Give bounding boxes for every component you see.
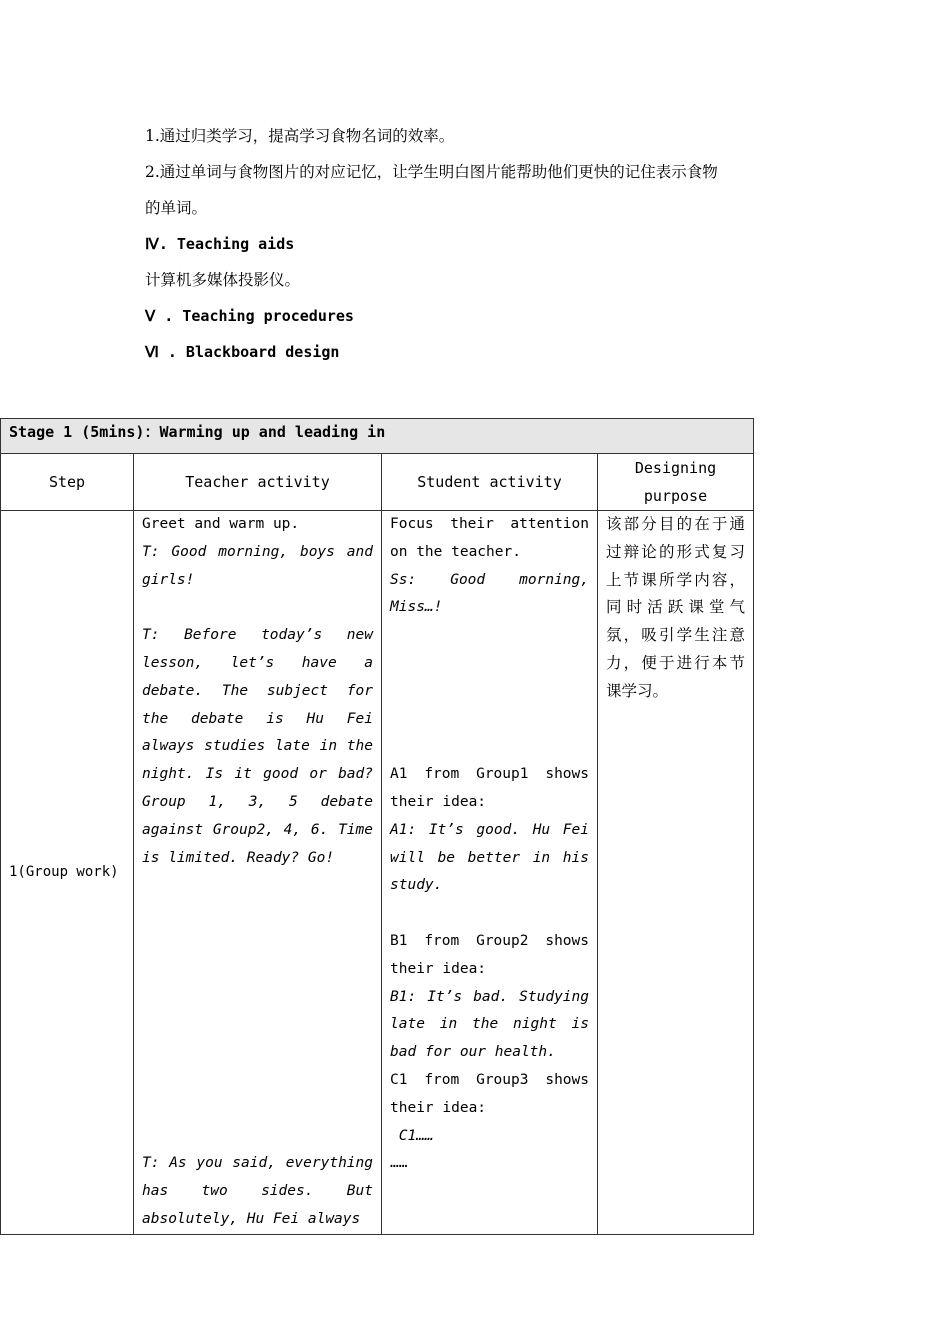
- teacher-text-4: T: As you said, everything has two sides. But absolutely, Hu Fei always: [142, 1155, 373, 1227]
- student-text-4: A1: It’s good. Hu Fei will be better in his study.: [390, 821, 589, 894]
- header-designing-purpose: [598, 454, 754, 511]
- student-text-3: A1 from Group1 shows their idea:: [390, 766, 589, 810]
- step-label: 1(Group work): [1, 511, 134, 1235]
- student-text-1: Focus their attention on the teacher.: [390, 516, 589, 560]
- designing-purpose-cell: 该部分目的在于通过辩论的形式复习上节课所学内容，同时活跃课堂气氛，吸引学生注意力，便于进行本节课学习。: [598, 511, 754, 1235]
- student-text-9: ……: [390, 1155, 408, 1172]
- lesson-procedure-table: [0, 418, 754, 1235]
- section-heading-blackboard-design: Ⅵ . Blackboard design: [145, 343, 340, 361]
- teacher-text-1: Greet and warm up.: [142, 516, 300, 532]
- header-teacher-activity: Teacher activity: [134, 454, 382, 511]
- teacher-text-3: T: Before today’s new lesson, let’s have a debate. The subject for the debate is Hu Fei always studies late in the night. Is it good or bad? Group 1, 3, 5 debate against Group2, 4, 6. Time is limited. Ready? Go!: [142, 627, 373, 866]
- stage-title: Stage 1 (5mins)：Warming up and leading in: [1, 419, 754, 454]
- student-text-7: C1 from Group3 shows their idea:: [390, 1071, 589, 1116]
- intro-line-1: 1.通过归类学习，提高学习食物名词的效率。: [145, 127, 455, 145]
- student-text-6: B1: It’s bad. Studying late in the night is bad for our health.: [390, 988, 589, 1061]
- section-heading-teaching-aids: Ⅳ. Teaching aids: [145, 235, 295, 253]
- student-text-5: B1 from Group2 shows their idea:: [390, 932, 589, 977]
- table-row: [1, 511, 754, 1235]
- header-purpose-line-2: purpose: [643, 487, 708, 505]
- teacher-text-2: T: Good morning, boys and girls!: [142, 543, 373, 588]
- intro-line-2: 2.通过单词与食物图片的对应记忆，让学生明白图片能帮助他们更快的记住表示食物: [145, 163, 718, 181]
- header-student-activity: Student activity: [382, 454, 598, 511]
- student-activity-cell: [382, 511, 598, 1235]
- header-step: Step: [1, 454, 134, 511]
- header-purpose-line-1: Designing: [634, 459, 717, 477]
- teacher-activity-cell: [134, 511, 382, 1235]
- section-heading-teaching-procedures: Ⅴ . Teaching procedures: [145, 307, 354, 325]
- student-text-8: C1……: [390, 1127, 434, 1144]
- teaching-aids-text: 计算机多媒体投影仪。: [145, 271, 301, 289]
- intro-line-3: 的单词。: [145, 199, 208, 217]
- student-text-2: Ss: Good morning, Miss…!: [390, 571, 589, 616]
